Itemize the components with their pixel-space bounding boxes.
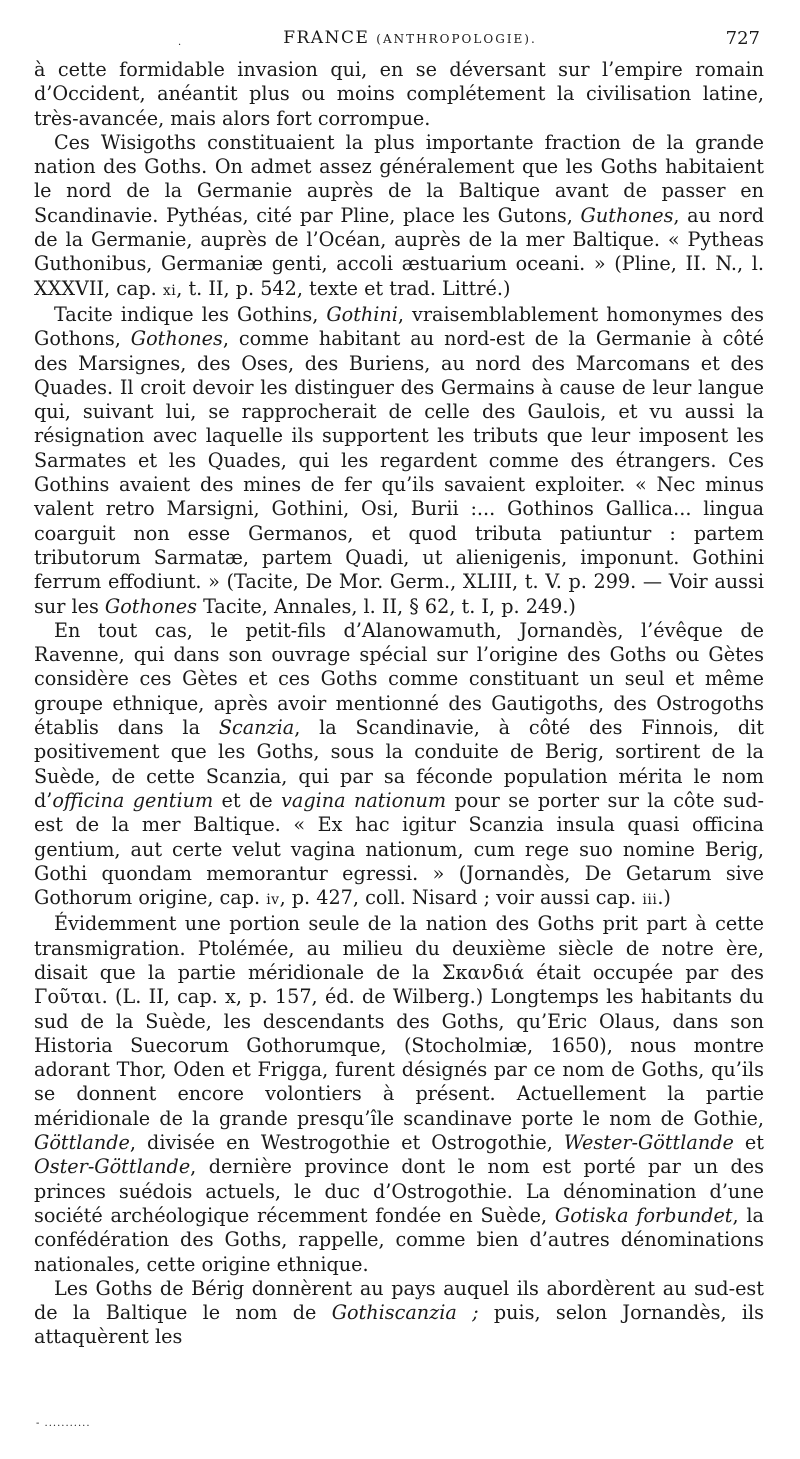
- text-segment: , vraisemblablement homonymes des Gothons,: [34, 302, 764, 351]
- italic-text: Gothini: [326, 302, 398, 326]
- italic-text: Wester-Göttlande: [563, 1131, 734, 1155]
- body-text: [34, 58, 764, 1350]
- text-segment: , dernière province dont le nom est porté par un des princes suédois actuels, le duc d’Ostrogothie. La dénomination d’une société archéologique récemment fondée en Suède,: [34, 1155, 764, 1227]
- text-segment: , la Scandinavie, à côté des Finnois, dit positivement que les Goths, sous la conduite de Berig, sortirent de la Suède, de cette Scanzia, qui par sa féconde population mérita le nom d’: [34, 716, 764, 812]
- italic-text: Guthones: [580, 203, 674, 227]
- paragraph: [34, 619, 764, 913]
- page-header: [60, 28, 760, 54]
- page-number: 727: [725, 28, 760, 49]
- text-segment: iii: [642, 892, 658, 909]
- italic-text: Gothones: [104, 594, 197, 618]
- paragraph: [34, 303, 764, 619]
- italic-text: Oster-Göttlande: [34, 1155, 191, 1179]
- text-segment: pour se porter sur la côte sud-est de la mer Baltique. « Ex hac igitur Scanzia insula quasi officina gentium, aut certe velut vagina nationum, cum rege suo nomine Berig, Gothi quondam memorantur egressi. » (Jornandès, De Getarum sive Gothorum origine, cap.: [34, 788, 764, 910]
- running-title: FRANCE: [283, 28, 370, 48]
- paragraph: [34, 912, 764, 1276]
- text-segment: puis, selon Jornandès, ils attaquèrent les: [34, 1301, 764, 1349]
- text-segment: iv: [266, 892, 280, 909]
- text-segment: , p. 427, coll. Nisard ; voir aussi cap.: [279, 886, 643, 910]
- text-segment: Évidemment une portion seule de la nation des Goths prit part à cette transmigration. Ptolémée, au milieu du deuxième siècle de notre ère, disait que la partie méridionale de la Σκανδιά était occupée par des Γοῦται. (L. II, cap. x, p. 157, éd. de Wilberg.) Longtemps les habitants du sud de la Suède, les descendants des Goths, qu’Eric Olaus, dans son Historia Suecorum Gothorumque, (Stocholmiæ, 1650), nous montre adorant Thor, Oden et Frigga, furent désignés par ce nom de Goths, qu’ils se donnent encore volontiers à présent. Actuellement la partie méridionale de la grande presqu’île scandinave porte le nom de Gothie,: [34, 912, 764, 1130]
- text-segment: à cette formidable invasion qui, en se déversant sur l’empire romain d’Occident, anéantit plus ou moins complétement la civilisation latine, très-avancée, mais alors fort corrompue.: [34, 58, 764, 130]
- italic-text: Gothiscanzia ;: [331, 1301, 479, 1325]
- text-segment: et de: [213, 788, 282, 812]
- text-segment: , comme habitant au nord-est de la Germanie à côté des Marsignes, des Oses, des Buriens, au nord des Marcomans et des Quades. Il croit devoir les distinguer des Germains à cause de leur langue qui, suivant lui, se rapprocherait de celle des Gaulois, et vu aussi la résignation avec laquelle ils supportent les tributs que leur imposent les Sarmates et les Quades, qui les regardent comme des étrangers. Ces Gothins avaient des mines de fer qu’ils savaient exploiter. « Nec minus valent retro Marsigni, Gothini, Osi, Burii :... Gothinos Gallica... lingua coarguit non esse Germanos, et quod tributa patiuntur : partem tributorum Sarmatæ, partem Quadi, ut alienigenis, imponunt. Gothini ferrum effodiunt. » (Tacite, De Mor. Germ., XLIII, t. V. p. 299. — Voir aussi sur les: [34, 327, 764, 618]
- text-segment: Les Goths de Bérig donnèrent au pays auquel ils abordèrent au sud-est de la Baltique le nom de: [34, 1276, 764, 1325]
- paragraph: [34, 1277, 764, 1350]
- running-head: [60, 28, 760, 48]
- text-segment: , divisée en Westrogothie et Ostrogothie,: [129, 1131, 564, 1155]
- text-segment: Tacite, Annales, l. II, § 62, t. I, p. 249.): [196, 594, 576, 618]
- italic-text: Gotiska forbundet: [554, 1203, 733, 1227]
- text-segment: Tacite indique les Gothins,: [54, 302, 327, 326]
- paragraph: [34, 58, 764, 131]
- text-segment: , au nord de la Germanie, auprès de l’Océan, auprès de la mer Baltique. « Pytheas Guthonibus, Germaniæ genti, accoli æstuarium oceani. » (Pline, II. N., l. XXXVII, cap.: [34, 203, 764, 300]
- footer-mark: - ...........: [36, 1418, 91, 1429]
- text-segment: et: [733, 1131, 764, 1155]
- italic-text: vagina nationum: [281, 788, 447, 812]
- text-segment: , la confédération des Goths, rappelle, comme bien d’autres dénominations nationales, cette origine ethnique.: [34, 1203, 764, 1276]
- italic-text: Gothones: [130, 327, 223, 351]
- stray-dot: ·: [178, 40, 182, 51]
- text-segment: xi: [162, 282, 177, 299]
- italic-text: officina gentium: [52, 788, 214, 812]
- text-segment: , t. II, p. 542, texte et trad. Littré.): [176, 276, 511, 300]
- italic-text: Scanzia: [218, 716, 295, 740]
- running-subtitle: (ANTHROPOLOGIE).: [376, 32, 537, 46]
- text-segment: En tout cas, le petit-fils d’Alanowamuth, Jornandès, l’évêque de Ravenne, qui dans son ouvrage spécial sur l’origine des Goths ou Gètes considère ces Gètes et ces Goths comme constituant un seul et même groupe ethnique, après avoir mentionné des Gautigoths, des Ostrogoths établis dans la: [34, 618, 764, 740]
- text-segment: .): [657, 886, 671, 910]
- italic-text: Göttlande: [34, 1131, 130, 1155]
- text-segment: Ces Wisigoths constituaient la plus importante fraction de la grande nation des Goths. On admet assez généralement que les Goths habitaient le nord de la Germanie auprès de la Baltique avant de passer en Scandinavie. Pythéas, cité par Pline, place les Gutons,: [34, 130, 764, 227]
- paragraph: [34, 131, 764, 303]
